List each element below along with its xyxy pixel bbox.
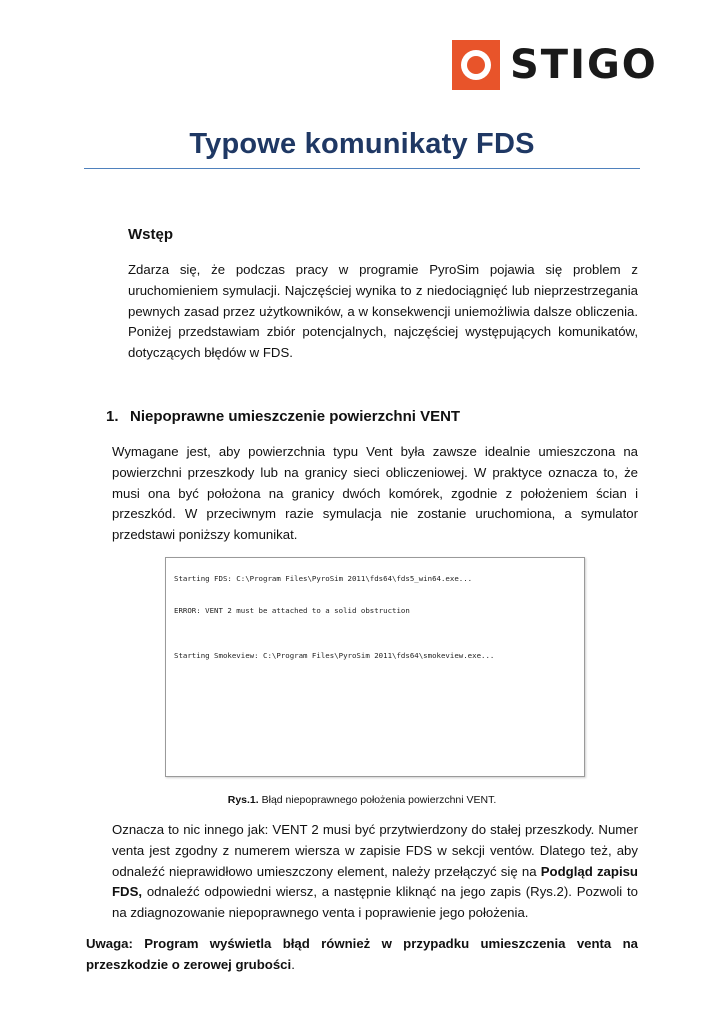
note-paragraph bbox=[86, 934, 638, 976]
console-screenshot bbox=[165, 557, 585, 777]
paragraph-3-part2: odnaleźć odpowiedni wiersz, a następnie kliknąć na jego zapis (Rys.2). Pozwoli to na zdiagnozowanie niepoprawnego venta i poprawienie jego położenia. bbox=[112, 884, 638, 921]
section-title: Niepoprawne umieszczenie powierzchni VENT bbox=[130, 408, 461, 425]
section-1-heading bbox=[106, 408, 460, 425]
note-bold: Uwaga: Program wyświetla błąd również w przypadku umieszczenia venta na przeszkodzie o zerowej grubości bbox=[86, 936, 638, 972]
console-line-start-fds: Starting FDS: C:\Program Files\PyroSim 2011\fds64\fds5_win64.exe... bbox=[174, 574, 473, 583]
logo-text: STIGO bbox=[510, 42, 658, 88]
console-line-error: ERROR: VENT 2 must be attached to a solid obstruction bbox=[174, 606, 410, 615]
intro-paragraph bbox=[86, 260, 638, 364]
stigo-logo bbox=[452, 38, 658, 92]
section-number: 1. bbox=[106, 408, 119, 425]
stigo-logo-mark bbox=[452, 40, 500, 90]
caption-text: Błąd niepoprawnego położenia powierzchni VENT. bbox=[258, 794, 497, 806]
paragraph-3-bold: Podgląd zapisu FDS, bbox=[112, 863, 638, 900]
paragraph-3 bbox=[86, 820, 638, 924]
page-title: Typowe komunikaty FDS bbox=[189, 128, 535, 160]
figure-caption bbox=[86, 794, 638, 806]
title-divider bbox=[84, 168, 640, 169]
intro-heading: Wstęp bbox=[128, 226, 173, 243]
console-line-smokeview: Starting Smokeview: C:\Program Files\PyroSim 2011\fds64\smokeview.exe... bbox=[174, 651, 495, 660]
note-tail: . bbox=[291, 956, 295, 972]
paragraph-3-text bbox=[86, 820, 638, 924]
caption-label: Rys.1. bbox=[227, 794, 259, 806]
section-1-paragraph bbox=[86, 442, 638, 546]
section-1-paragraph-text: Wymagane jest, aby powierzchnia typu Vent była zawsze idealnie umieszczona na powierzchni przeszkody lub na granicy sieci obliczeniowej. W praktyce oznacza to, że musi ona być położona na granicy dwóch komórek, zgodnie z położeniem ścian i przeszkód. W przeciwnym razie symulacja nie zostanie uruchomiona, a symulator przedstawi poniższy komunikat. bbox=[112, 444, 638, 543]
intro-paragraph-text: Zdarza się, że podczas pracy w programie PyroSim pojawia się problem z uruchomieniem symulacji. Najczęściej wynika to z niedociągnięć lub nieprzestrzegania pewnych zasad przez użytkowników, a w konsekwencji uniemożliwia dalsze obliczenia. Poniżej przedstawiam zbiór potencjalnych, najczęściej występujących komunikatów, dotyczących błędów w FDS. bbox=[128, 262, 638, 361]
paragraph-3-part1: Oznacza to nic innego jak: VENT 2 musi być przytwierdzony do stałej przeszkody. Numer venta jest zgodny z numerem wiersza w zapisie FDS w sekcji ventów. Dlatego też, aby odnaleźć nieprawidłowo umieszczony element, należy przełączyć się na bbox=[112, 822, 638, 879]
